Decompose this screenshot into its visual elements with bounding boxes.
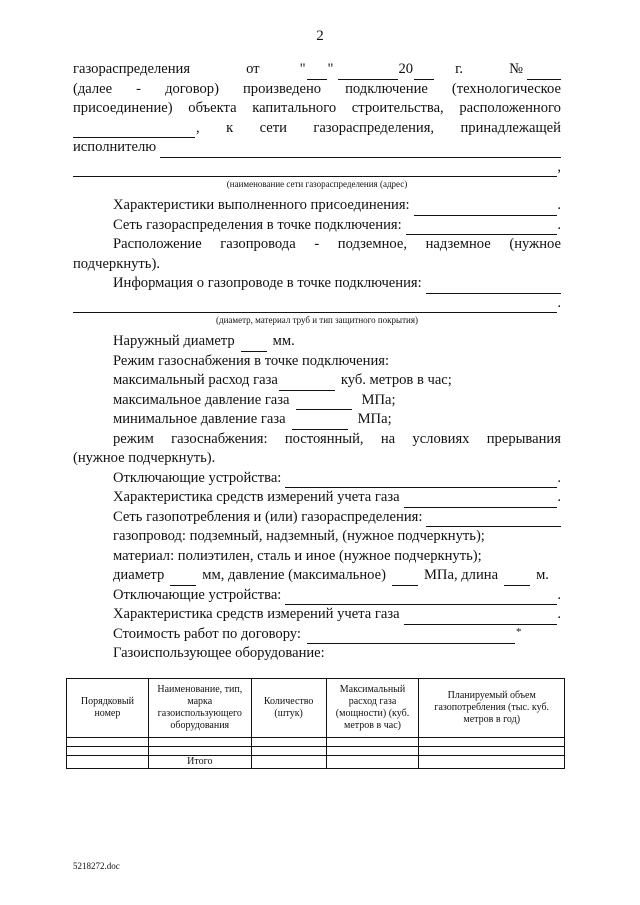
line-10: подчеркнуть). bbox=[73, 255, 160, 272]
line-12: . bbox=[73, 294, 561, 314]
footer-filename: 5218272.doc bbox=[73, 861, 120, 871]
line-5: исполнителю bbox=[73, 138, 561, 158]
line-2: (далее - договор) произведено подключение (технологическое bbox=[73, 80, 561, 97]
line-18: режим газоснабжения: постоянный, на условиях прерывания bbox=[113, 430, 561, 447]
header-equipment: Наименование, тип, марка газоиспользующего оборудования bbox=[148, 679, 251, 738]
header-max-flow: Максимальный расход газа (мощности) (куб. метров в час) bbox=[326, 679, 419, 738]
network-name-blank[interactable] bbox=[73, 162, 557, 177]
line-29: Газоиспользующее оборудование: bbox=[113, 645, 325, 661]
network-at-point-blank[interactable] bbox=[406, 220, 558, 235]
header-quantity: Количество (штук) bbox=[251, 679, 326, 738]
line-28: Стоимость работ по договору: * bbox=[73, 625, 561, 645]
line-23: газопровод: подземный, надземный, (нужное подчеркнуть); bbox=[113, 528, 485, 544]
page-number: 2 bbox=[316, 28, 324, 44]
line-8: Сеть газораспределения в точке подключения: . bbox=[73, 216, 561, 236]
equipment-table bbox=[66, 678, 565, 769]
diameter-blank[interactable] bbox=[170, 571, 196, 586]
metering-blank[interactable] bbox=[404, 493, 558, 508]
line-6: , bbox=[73, 158, 561, 178]
month-blank[interactable] bbox=[338, 65, 398, 80]
line-25: диаметр мм, давление (максимальное) МПа, длина м. bbox=[73, 566, 561, 586]
max-gas-flow-blank[interactable] bbox=[279, 376, 335, 391]
line-22: Сеть газопотребления и (или) газораспределения: bbox=[73, 508, 561, 528]
caption-pipeline-info: (диаметр, материал труб и тип защитного покрытия) bbox=[216, 315, 418, 325]
line-24: материал: полиэтилен, сталь и иное (нужное подчеркнуть); bbox=[113, 547, 482, 564]
line-21: Характеристика средств измерений учета газа . bbox=[73, 488, 561, 508]
line-16: максимальное давление газа МПа; bbox=[73, 391, 561, 411]
outer-diameter-blank[interactable] bbox=[241, 337, 267, 352]
header-number: Порядковый номер bbox=[67, 679, 149, 738]
table-row bbox=[67, 738, 565, 747]
shutoff-devices-blank-2[interactable] bbox=[285, 590, 557, 605]
object-address-blank[interactable] bbox=[73, 123, 195, 138]
day-blank[interactable] bbox=[307, 65, 327, 80]
connection-characteristics-blank[interactable] bbox=[414, 201, 558, 216]
pipeline-info-blank-2[interactable] bbox=[73, 298, 557, 313]
contract-number-blank[interactable] bbox=[527, 65, 561, 80]
line-27: Характеристика средств измерений учета газа . bbox=[73, 605, 561, 625]
length-blank[interactable] bbox=[504, 571, 530, 586]
year-blank[interactable] bbox=[414, 65, 434, 80]
line-11: Информация о газопроводе в точке подключения: bbox=[73, 274, 561, 294]
metering-blank-2[interactable] bbox=[404, 610, 558, 625]
document-body bbox=[73, 60, 561, 664]
max-pressure-blank[interactable] bbox=[296, 395, 352, 410]
line-17: минимальное давление газа МПа; bbox=[73, 410, 561, 430]
pipeline-info-blank[interactable] bbox=[426, 279, 561, 294]
table-total-row bbox=[67, 756, 565, 769]
line-20: Отключающие устройства: . bbox=[73, 469, 561, 489]
line-9: Расположение газопровода - подземное, надземное (нужное bbox=[113, 236, 561, 252]
table-row bbox=[67, 747, 565, 756]
contract-cost-blank[interactable] bbox=[307, 629, 515, 644]
total-label: Итого bbox=[148, 756, 251, 769]
line-15: максимальный расход газа куб. метров в час; bbox=[73, 371, 561, 391]
executor-blank[interactable] bbox=[160, 143, 561, 158]
line-19: (нужное подчеркнуть). bbox=[73, 450, 216, 466]
min-pressure-blank[interactable] bbox=[292, 415, 348, 430]
line-13: Наружный диаметр мм. bbox=[73, 332, 561, 352]
line-26: Отключающие устройства: . bbox=[73, 586, 561, 606]
pressure-blank[interactable] bbox=[392, 571, 418, 586]
line-14: Режим газоснабжения в точке подключения: bbox=[113, 352, 390, 369]
line-4: , к сети газораспределения, принадлежащей bbox=[73, 119, 561, 139]
line-7: Характеристики выполненного присоединения: . bbox=[73, 196, 561, 216]
line-3: присоединение) объекта капитального строительства, расположенного bbox=[73, 100, 561, 116]
shutoff-devices-blank[interactable] bbox=[285, 473, 557, 488]
consumption-network-blank[interactable] bbox=[426, 512, 561, 527]
caption-network-name: (наименование сети газораспределения (адрес) bbox=[226, 179, 408, 189]
line-1: газораспределения от " " 20 г. № bbox=[73, 60, 561, 80]
header-planned-volume: Планируемый объем газопотребления (тыс. куб. метров в год) bbox=[419, 679, 565, 738]
